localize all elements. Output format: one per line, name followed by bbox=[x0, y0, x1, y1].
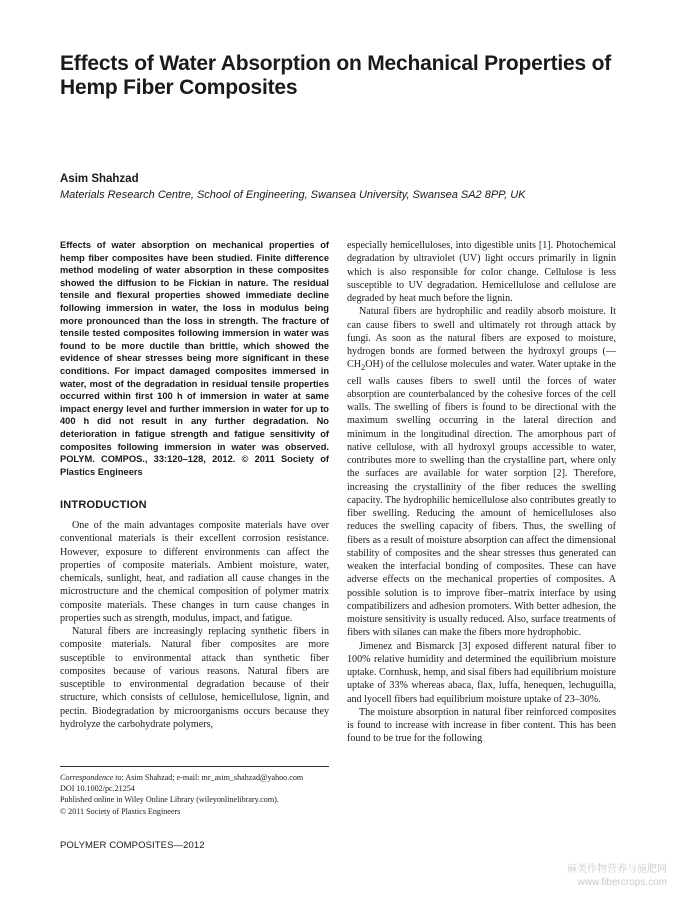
doi: DOI 10.1002/pc.21254 bbox=[60, 784, 135, 794]
section-heading-introduction: INTRODUCTION bbox=[60, 499, 147, 511]
publication-note: Published online in Wiley Online Library (wileyonlinelibrary.com). bbox=[60, 795, 279, 805]
abstract: Effects of water absorption on mechanical properties of hemp fiber composites have been studied. Finite difference method modeling of water absorption in these composites showed the diffusion to be Fickian in nature. The residual tensile and flexural properties showed immediate decline following immersion in water, the loss in modulus being more pronounced than the loss in strength. The fracture of tensile tested composites following immersion in water was found to be more ductile than brittle, which showed the evidence of shear stresses being more significant in these conditions. For impact damaged composites immersed in water, most of the degradation in residual tensile properties occurred within first 100 h of immersion in water at same impact energy level and further immersion in water for up to 400 h did not result in any further degradation. No deterioration in fatigue strength and fatigue sensitivity of composites following immersion in water was observed. POLYM. COMPOS., 33:120–128, 2012. © 2011 Society of Plastics Engineers bbox=[60, 240, 329, 477]
paragraph-text: ) of the cellulose molecules and water. Water uptake in the cell walls causes fibers to swell until the forces of water absorption are counterbalanced by the cohesive forces of the cell walls. The swelling of fibers is found to be directional with the maximum swelling occurring in the lateral direction and minimum in the longitudinal direction. The amorphous part of native cellulose, with all hydroxyl groups accessible to water, contributes more to swelling than the crystalline part, where only the surfaces are available for water sorption [2]. Therefore, increasing the crystallinity of the fiber reduces the swelling capacity. The hydrophilic hemicellulose also contributes greatly to fiber swelling. Reducing the amount of hemicelluloses also reduces the swelling capacity of fibers. Thus, the swelling of fibers as a result of moisture absorption can affect the dimensional stability of composites and the shear stresses thus generated can weaken the interfacial bonding of composites. These can have adverse effects on the mechanical properties of composites. A possible solution is to improve fiber–matrix interface by using compatibilizers and adhesion promoters. With better adhesion, the moisture sensitivity is usually reduced. Also, surface treatments of fibers with silanes can make the fibers more hydrophobic. bbox=[347, 359, 616, 639]
right-column bbox=[347, 239, 616, 746]
footnotes bbox=[60, 766, 329, 817]
paragraph-text: Natural fibers are hydrophilic and readily absorb moisture. It can cause fibers to swell and ultimately rot through attack by fungi. As soon as the natural fibers are exposed to moisture, hydrogen bonds are formed between the hydroxyl groups ( bbox=[347, 306, 616, 357]
chemical-group-end: OH bbox=[365, 359, 380, 371]
copyright: © 2011 Society of Plastics Engineers bbox=[60, 806, 181, 816]
chemical-subscript: 2 bbox=[361, 363, 366, 373]
body-paragraph: One of the main advantages composite materials have over conventional materials is their excellent corrosion resistance. However, exposure to different environments can affect the properties of composite materials. Ambient moisture, water, chemicals, sunlight, heat, and radiation all cause changes in the microstructure and the chemical composition of polymer matrix composite materials. These changes in turn cause changes in properties such as strength, modulus, impact, and fatigue. bbox=[60, 520, 329, 624]
watermark-line: 麻类作物营养与施肥网 bbox=[567, 864, 667, 875]
correspondence-label: Correspondence to bbox=[60, 773, 122, 782]
introduction-body bbox=[60, 519, 329, 731]
body-paragraph: Jimenez and Bismarck [3] exposed different natural fiber to 100% relative humidity and determined the equilibrium moisture uptake. Cornhusk, hemp, and sisal fibers had equilibrium moisture uptake of 33% whereas abaca, flax, luffa, henequen, lechuguilla, and lyocell fibers had equilibrium moisture uptake of 23–30%. bbox=[347, 640, 616, 705]
watermark bbox=[567, 863, 667, 889]
chemical-group: —CH bbox=[347, 346, 616, 371]
correspondence-note bbox=[60, 772, 329, 783]
watermark-url: www.fibercrops.com bbox=[577, 877, 667, 888]
author-affiliation: Materials Research Centre, School of Engineering, Swansea University, Swansea SA2 8PP, UK bbox=[60, 189, 526, 201]
left-column bbox=[60, 239, 329, 730]
page-footer: POLYMER COMPOSITES—2012 bbox=[60, 840, 205, 851]
paper-title: Effects of Water Absorption on Mechanical Properties of Hemp Fiber Composites bbox=[60, 52, 612, 99]
body-paragraph bbox=[347, 305, 616, 639]
body-paragraph: The moisture absorption in natural fiber reinforced composites is found to increase with increase in fiber content. This has been found to be true for the following bbox=[347, 706, 616, 745]
body-paragraph: Natural fibers are increasingly replacing synthetic fibers in composite materials. Natural fiber composites are more susceptible to environmental attack than synthetic fiber composites because of various reasons. Natural fibers are susceptible to environmental degradation because of their structure, which consists of cellulose, hemicellulose, lignin, and pectin. Biodegradation by microorganisms occurs because they hydrolyze the carbohydrate polymers, bbox=[60, 626, 329, 730]
correspondence-text: : Asim Shahzad; e-mail: mr_asim_shahzad@yahoo.com bbox=[121, 773, 304, 782]
body-paragraph: especially hemicelluloses, into digestible units [1]. Photochemical degradation by ultraviolet (UV) light occurs primarily in lignin which is also responsible for color change. Cellulose is less susceptible to UV degradation. Hemicellulose and cellulose are degraded by heat much before the lignin. bbox=[347, 240, 616, 304]
author-name: Asim Shahzad bbox=[60, 173, 139, 185]
